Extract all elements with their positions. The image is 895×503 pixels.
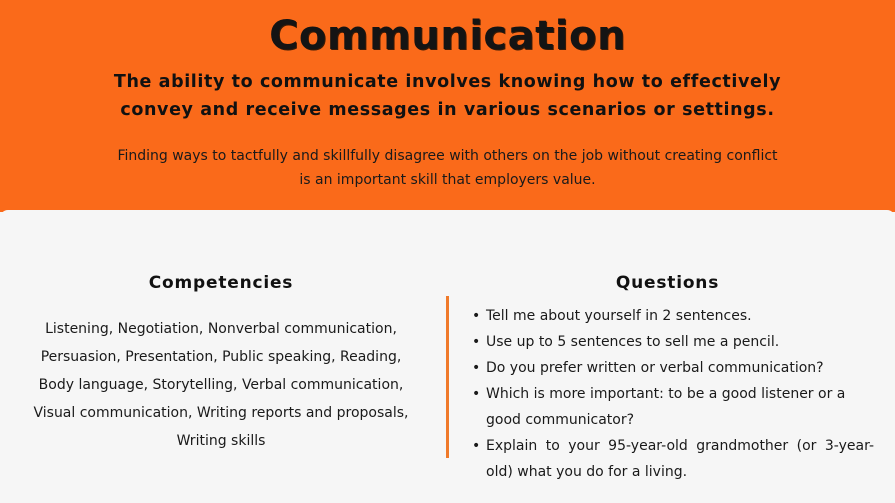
question-text: Tell me about yourself in 2 sentences. bbox=[486, 308, 752, 324]
header-banner bbox=[0, 0, 895, 212]
question-item bbox=[472, 381, 874, 433]
bullet-icon: • bbox=[472, 334, 481, 350]
bullet-icon: • bbox=[472, 438, 481, 454]
question-item bbox=[472, 303, 874, 329]
competencies-text: Listening, Negotiation, Nonverbal communication, Persuasion, Presentation, Public speaking, Reading, Body language, Storytelling, Verbal communication, Visual communication, Writing reports and proposals, Writing skills bbox=[33, 321, 409, 449]
page-title: Communication bbox=[269, 13, 626, 59]
question-item bbox=[472, 433, 874, 485]
questions-list bbox=[472, 303, 874, 485]
competencies-heading: Competencies bbox=[148, 273, 294, 293]
bullet-icon: • bbox=[472, 360, 481, 376]
page-description: Finding ways to tactfully and skillfully disagree with others on the job without creating conflict is an important skill that employers value. bbox=[117, 148, 778, 188]
question-text: Use up to 5 sentences to sell me a pencil. bbox=[486, 334, 780, 350]
page-subtitle: The ability to communicate involves knowing how to effectively convey and receive messages in various scenarios or settings. bbox=[113, 72, 782, 120]
question-text: Do you prefer written or verbal communication? bbox=[486, 360, 824, 376]
bullet-icon: • bbox=[472, 386, 481, 402]
question-text: Explain to your 95-year-old grandmother (or 3-year-old) what you do for a living. bbox=[486, 438, 874, 480]
question-item bbox=[472, 355, 874, 381]
questions-heading: Questions bbox=[615, 273, 720, 293]
question-item bbox=[472, 329, 874, 355]
bullet-icon: • bbox=[472, 308, 481, 324]
question-text: Which is more important: to be a good listener or a good communicator? bbox=[486, 386, 846, 428]
column-divider bbox=[446, 296, 449, 458]
